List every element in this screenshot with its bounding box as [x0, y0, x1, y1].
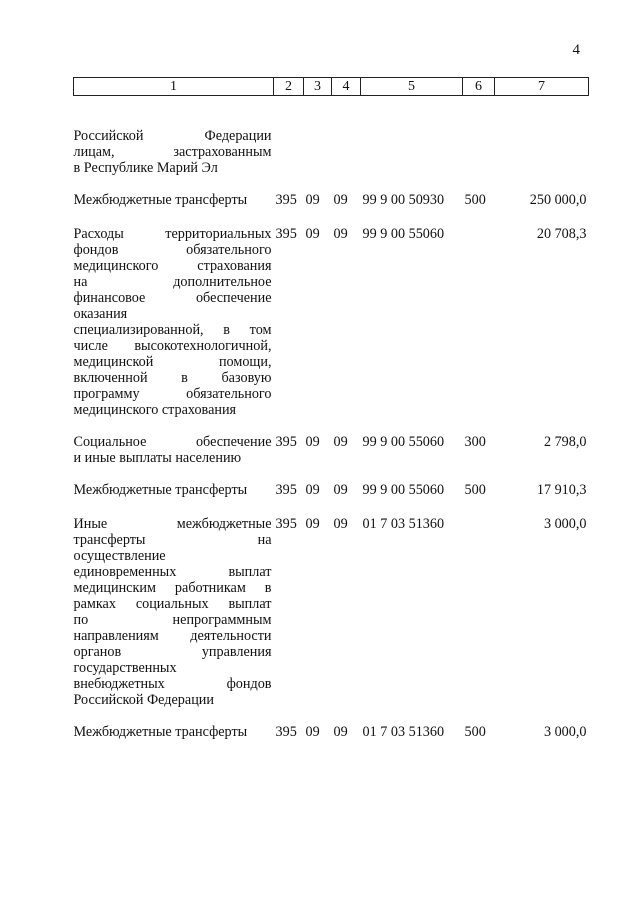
row-amount: 17 910,3	[536, 482, 587, 498]
row-name-line: Социальное обеспечение	[73, 434, 272, 450]
row-name-line: медицинской помощи,	[73, 354, 272, 370]
header-col-5: 5	[361, 78, 463, 96]
row-code-admin: 395	[275, 192, 297, 208]
row-code-admin: 395	[275, 482, 297, 498]
row-code-target	[361, 96, 463, 177]
row-name	[74, 466, 274, 498]
row-name-line: оказания	[73, 306, 128, 322]
row-name-line: Расходы территориальных	[73, 226, 272, 242]
row-amount: 3 000,0	[543, 724, 587, 740]
table-row	[74, 208, 589, 418]
row-name-line: медицинского страхования	[73, 258, 272, 274]
row-code-subsection: 09	[333, 516, 348, 532]
row-code-subsection: 09	[333, 192, 348, 208]
table-row	[74, 418, 589, 466]
row-name-line: на дополнительное	[73, 274, 272, 290]
row-code-target: 01 7 03 51360	[362, 516, 445, 532]
row-name-line: специализированной, в том	[73, 322, 272, 338]
row-name-line: медицинским работникам в	[73, 580, 272, 596]
row-code-target: 01 7 03 51360	[362, 724, 445, 740]
row-name	[74, 96, 274, 177]
row-code-section: 09	[305, 434, 320, 450]
budget-table	[73, 77, 589, 740]
row-code-expense-type: 500	[464, 192, 486, 208]
row-name	[74, 176, 274, 208]
row-name-line: лицам, застрахованным	[73, 144, 272, 160]
row-name-line: финансовое обеспечение	[73, 290, 272, 306]
table-row	[74, 96, 589, 177]
header-col-2: 2	[274, 78, 304, 96]
row-code-section	[304, 96, 332, 177]
row-code-section: 09	[305, 226, 320, 242]
row-name-line: Российской Федерации	[73, 692, 214, 708]
page-number: 4	[572, 42, 580, 58]
row-code-admin: 395	[275, 724, 297, 740]
row-amount: 2 798,0	[543, 434, 587, 450]
table-row	[74, 498, 589, 708]
header-col-4: 4	[332, 78, 361, 96]
row-code-target: 99 9 00 55060	[362, 226, 445, 242]
table-row	[74, 176, 589, 208]
row-amount	[495, 96, 589, 177]
row-name-line: Межбюджетные трансферты	[73, 482, 248, 498]
row-code-admin: 395	[275, 226, 297, 242]
row-name-line: числе высокотехнологичной,	[73, 338, 272, 354]
row-code-subsection	[332, 96, 361, 177]
row-code-target: 99 9 00 55060	[362, 434, 445, 450]
table-row	[74, 708, 589, 740]
table-row	[74, 466, 589, 498]
row-name-line: единовременных выплат	[73, 564, 272, 580]
row-name-line: органов управления	[73, 644, 272, 660]
header-col-1: 1	[74, 78, 274, 96]
row-code-subsection: 09	[333, 434, 348, 450]
row-code-subsection: 09	[333, 226, 348, 242]
row-name-line: программу обязательного	[73, 386, 272, 402]
row-name-line: в Республике Марий Эл	[73, 160, 218, 176]
row-name-line: Иные межбюджетные	[73, 516, 272, 532]
row-code-section: 09	[305, 516, 320, 532]
row-code-subsection: 09	[333, 482, 348, 498]
row-name	[74, 208, 274, 418]
row-code-expense-type: 500	[464, 482, 486, 498]
header-col-3: 3	[304, 78, 332, 96]
header-col-6: 6	[463, 78, 495, 96]
row-code-expense-type: 500	[464, 724, 486, 740]
row-name-line: медицинского страхования	[73, 402, 237, 418]
row-code-expense-type: 300	[464, 434, 486, 450]
table-body	[74, 96, 589, 741]
header-col-7: 7	[495, 78, 589, 96]
row-name-line: Межбюджетные трансферты	[73, 192, 248, 208]
row-code-expense-type	[463, 96, 495, 177]
row-code-section: 09	[305, 482, 320, 498]
row-code-subsection: 09	[333, 724, 348, 740]
row-name-line: трансферты на	[73, 532, 272, 548]
row-code-expense-type	[463, 208, 495, 418]
row-name-line: государственных	[73, 660, 177, 676]
row-name	[74, 498, 274, 708]
row-code-expense-type	[463, 498, 495, 708]
row-amount: 250 000,0	[529, 192, 587, 208]
row-code-target: 99 9 00 55060	[362, 482, 445, 498]
row-name-line: внебюджетных фондов	[73, 676, 272, 692]
row-code-target: 99 9 00 50930	[362, 192, 445, 208]
table-header	[74, 78, 589, 96]
row-name	[74, 708, 274, 740]
row-name	[74, 418, 274, 466]
row-code-admin: 395	[275, 516, 297, 532]
row-code-section: 09	[305, 724, 320, 740]
row-name-line: Межбюджетные трансферты	[73, 724, 248, 740]
row-name-line: Российской Федерации	[73, 128, 272, 144]
row-amount: 20 708,3	[536, 226, 587, 242]
row-name-line: направлениям деятельности	[73, 628, 272, 644]
row-name-line: включенной в базовую	[73, 370, 272, 386]
row-code-section: 09	[305, 192, 320, 208]
row-name-line: осуществление	[73, 548, 166, 564]
row-code-admin: 395	[275, 434, 297, 450]
row-name-line: и иные выплаты населению	[73, 450, 242, 466]
row-code-admin	[274, 96, 304, 177]
row-amount: 3 000,0	[543, 516, 587, 532]
row-name-line: рамках социальных выплат	[73, 596, 272, 612]
row-name-line: по непрограммным	[73, 612, 272, 628]
row-name-line: фондов обязательного	[73, 242, 272, 258]
